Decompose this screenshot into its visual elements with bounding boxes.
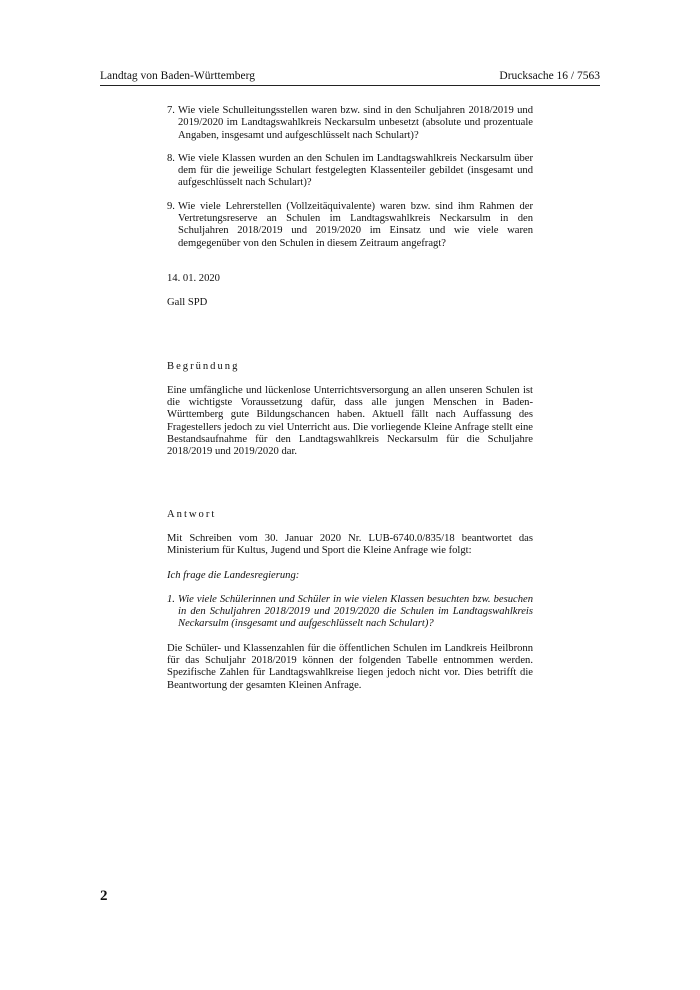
question-number: 8. xyxy=(167,152,175,164)
question-number: 9. xyxy=(167,200,175,212)
page-number: 2 xyxy=(100,888,108,904)
section-heading-antwort: Antwort xyxy=(167,508,217,520)
question-prompt: Ich frage die Landesregierung: xyxy=(167,569,300,581)
question-text: Wie viele Schülerinnen und Schüler in wie vielen Klassen besuchten bzw. besuchen in den Schuljahren 2018/2019 und 2019/2020 die Schulen im Landtagswahlkreis Neckarsulm (insgesamt und aufgeschlüsselt nach Schulart)? xyxy=(178,593,533,630)
signature: Gall SPD xyxy=(167,297,208,309)
header-parliament: Landtag von Baden-Württemberg xyxy=(100,70,255,82)
question-7 xyxy=(167,105,533,142)
document-body xyxy=(167,105,533,692)
question-text: Wie viele Schulleitungsstellen waren bzw. sind in den Schuljahren 2018/2019 und 2019/2020 im Landtagswahlkreis Neckarsulm unbesetzt (absolute und prozentuale Angaben, insgesamt und aufgeschlüsselt nach Schulart)? xyxy=(178,105,533,141)
header-document-number: Drucksache 16 / 7563 xyxy=(499,70,600,82)
question-8 xyxy=(167,153,533,190)
question-text: Wie viele Lehrerstellen (Vollzeitäquivalente) waren bzw. sind ihm Rahmen der Vertretungsreserve an Schulen im Landtagswahlkreis Neckarsulm in den Schuljahren 2018/2019 und 2019/2020 im Einsatz und wie viele waren demgegenüber von den Schulen in diesem Zeitraum angefragt? xyxy=(178,200,533,249)
answer-text: Die Schüler- und Klassenzahlen für die öffentlichen Schulen im Landkreis Heilbronn für das Schuljahr 2018/2019 können der folgenden Tabelle entnommen werden. Spezifische Zahlen für Landtagswahlkreise liegen jedoch nicht vor. Dies betrifft die Beantwortung der gesamten Kleinen Anfrage. xyxy=(167,642,533,691)
begruendung-text: Eine umfängliche und lückenlose Unterrichtsversorgung an allen unseren Schulen ist die wichtigste Voraussetzung dafür, dass alle jungen Menschen in Baden-Württemberg gute Bildungschancen haben. Aktuell fällt nach Auffassung des Fragestellers jedoch zu viel Unterricht aus. Die vorliegende Kleine Anfrage stellt eine Bestandsaufnahme für den Landtagswahlkreis Neckarsulm für die Schuljahre 2018/2019 und 2019/2020 dar. xyxy=(167,384,533,458)
section-heading-begruendung: Begründung xyxy=(167,360,240,372)
question-number: 1. xyxy=(167,593,175,605)
antwort-intro: Mit Schreiben vom 30. Januar 2020 Nr. LUB-6740.0/835/18 beantwortet das Ministerium für Kultus, Jugend und Sport die Kleine Anfrage wie folgt: xyxy=(167,532,533,557)
question-9 xyxy=(167,201,533,250)
question-number: 7. xyxy=(167,105,175,116)
question-text: Wie viele Klassen wurden an den Schulen im Landtagswahlkreis Neckarsulm über dem für die jeweilige Schulart festgelegten Klassenteiler gebildet (insgesamt und aufgeschlüsselt nach Schulart)? xyxy=(178,152,533,189)
page-header xyxy=(100,70,600,86)
question-list xyxy=(167,105,533,250)
repeated-question-1 xyxy=(167,594,533,631)
date: 14. 01. 2020 xyxy=(167,272,220,284)
